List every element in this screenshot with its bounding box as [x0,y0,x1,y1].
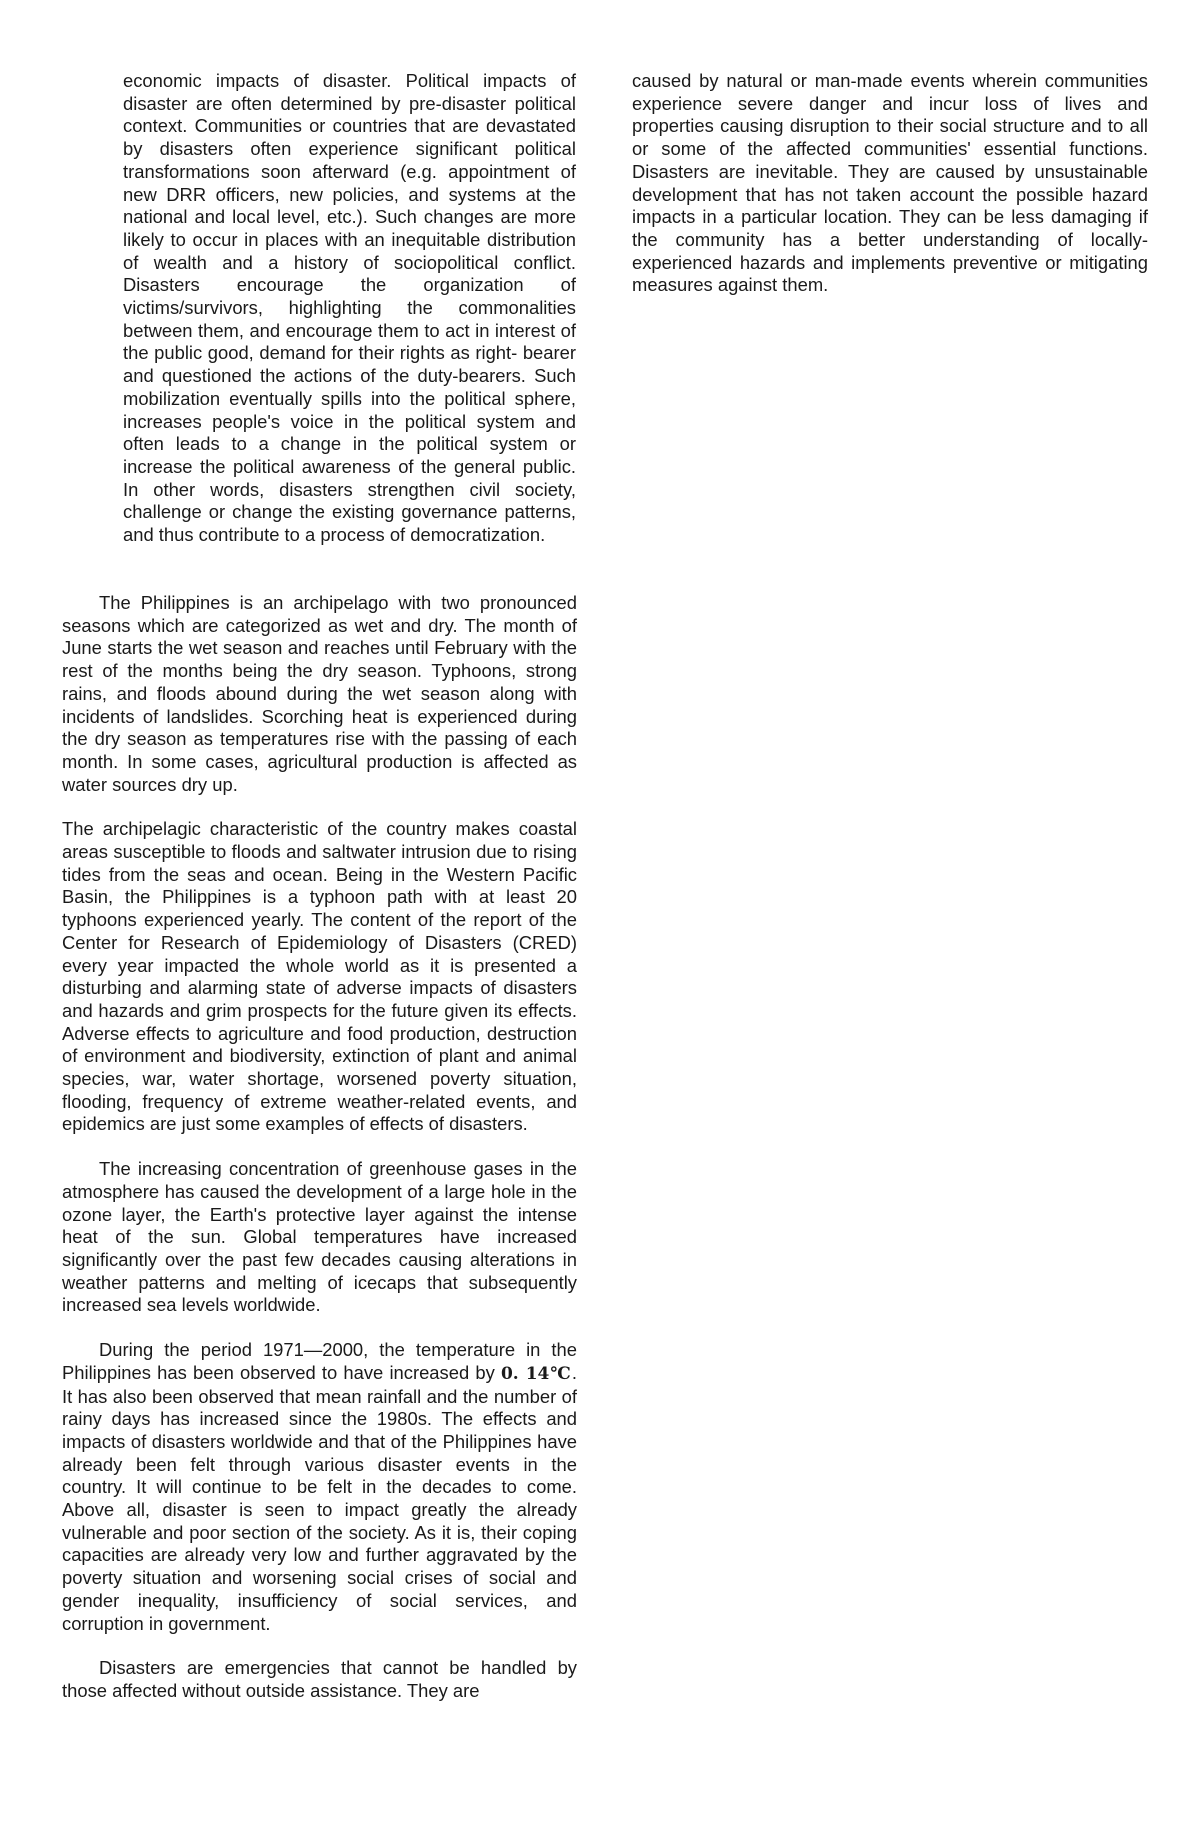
temperature-value: 0. 14℃ [500,1363,572,1384]
paragraph-seasons: The Philippines is an archipelago with two pronounced seasons which are categorized as wet and dry. The month of June starts the wet season and reaches until February with the rest of the months being the dry season. Typhoons, strong rains, and floods abound during the wet season along with incidents of landslides. Scorching heat is experienced during the dry season as temperatures rise with the passing of each month. In some cases, agricultural production is affected as water sources dry up. [62,592,577,795]
right-column [632,70,1148,297]
paragraph-greenhouse: The increasing concentration of greenhouse gases in the atmosphere has caused the development of a large hole in the ozone layer, the Earth's protective layer against the intense heat of the sun. Global temperatures have increased significantly over the past few decades causing alterations in weather patterns and melting of icecaps that subsequently increased sea levels worldwide. [62,1158,577,1316]
paragraph-emergencies: Disasters are emergencies that cannot be handled by those affected without outside assistance. They are [62,1657,577,1701]
temperature-text-after: . It has also been observed that mean rainfall and the number of rainy days has increased since the 1980s. The effects and impacts of disasters worldwide and that of the Philippines have already been felt through various disaster events in the country. It will continue to be felt in the decades to come. Above all, disaster is seen to impact greatly the already vulnerable and poor section of the society. As it is, their coping capacities are already very low and further aggravated by the poverty situation and worsening social crises of social and gender inequality, insufficiency of social services, and corruption in government. [62,1361,577,1634]
paragraph-temperature [62,1339,577,1635]
paragraph-archipelagic: The archipelagic characteristic of the country makes coastal areas susceptible to floods and saltwater intrusion due to rising tides from the seas and ocean. Being in the Western Pacific Basin, the Philippines is a typhoon path with at least 20 typhoons experienced yearly. The content of the report of the Center for Research of Epidemiology of Disasters (CRED) every year impacted the whole world as it is presented a disturbing and alarming state of adverse impacts of disasters and hazards and grim prospects for the future given its effects. Adverse effects to agriculture and food production, destruction of environment and biodiversity, extinction of plant and animal species, war, water shortage, worsened poverty situation, flooding, frequency of extreme weather-related events, and epidemics are just some examples of effects of disasters. [62,818,577,1135]
blockquote-column [123,70,576,547]
temperature-text-before: During the period 1971—2000, the temperature in the Philippines has been observed to have increased by [62,1339,577,1383]
paragraph-disasters-continued: caused by natural or man-made events wherein communities experience severe danger and incur loss of lives and properties causing disruption to their social structure and to all or some of the affected communities' essential functions. Disasters are inevitable. They are caused by unsustainable development that has not taken account the possible hazard impacts in a particular location. They can be less damaging if the community has a better understanding of locally-experienced hazards and implements preventive or mitigating measures against them. [632,70,1148,296]
blockquote-paragraph: economic impacts of disaster. Political impacts of disaster are often determined by pre-disaster political context. Communities or countries that are devastated by disasters often experience significant political transformations soon afterward (e.g. appointment of new DRR officers, new policies, and systems at the national and local level, etc.). Such changes are more likely to occur in places with an inequitable distribution of wealth and a history of sociopolitical conflict. Disasters encourage the organization of victims/survivors, highlighting the commonalities between them, and encourage them to act in interest of the public good, demand for their rights as right- bearer and questioned the actions of the duty-bearers. Such mobilization eventually spills into the political sphere, increases people's voice in the political system and often leads to a change in the political system or increase the political awareness of the general public. In other words, disasters strengthen civil society, challenge or change the existing governance patterns, and thus contribute to a process of democratization. [123,70,576,546]
left-column [62,592,577,1725]
